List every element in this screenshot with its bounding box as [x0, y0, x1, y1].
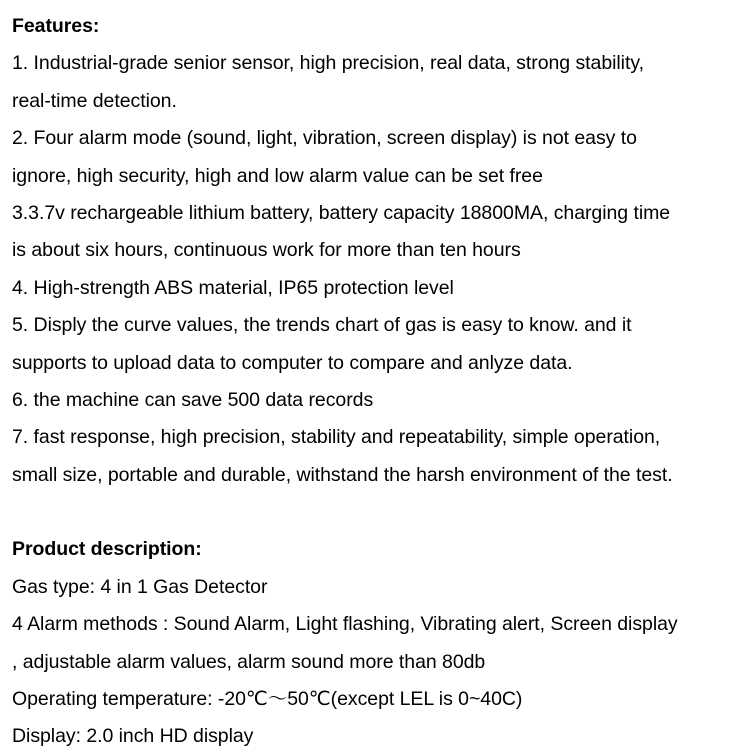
feature-line: 5. Disply the curve values, the trends chart of gas is easy to know. and it: [12, 314, 632, 337]
feature-line: 3.3.7v rechargeable lithium battery, battery capacity 18800MA, charging time: [12, 201, 671, 224]
feature-line: 6. the machine can save 500 data records: [12, 388, 374, 411]
feature-line: 4. High-strength ABS material, IP65 protection level: [12, 276, 454, 299]
description-line: 4 Alarm methods : Sound Alarm, Light flashing, Vibrating alert, Screen display: [12, 613, 678, 636]
feature-line: real-time detection.: [12, 89, 177, 112]
features-heading: Features:: [12, 15, 100, 37]
section-spacer: [12, 494, 748, 531]
feature-line: small size, portable and durable, withstand the harsh environment of the test.: [12, 463, 673, 486]
description-line: Operating temperature: -20℃～50℃(except LEL is 0~40C): [12, 688, 523, 711]
feature-line: ignore, high security, high and low alarm value can be set free: [12, 164, 543, 187]
feature-line: 2. Four alarm mode (sound, light, vibration, screen display) is not easy to: [12, 127, 637, 150]
description-line: Display: 2.0 inch HD display: [12, 725, 254, 748]
product-description-heading: Product description:: [12, 538, 202, 561]
feature-line: 1. Industrial-grade senior sensor, high precision, real data, strong stability,: [12, 52, 644, 75]
feature-line: 7. fast response, high precision, stability and repeatability, simple operation,: [12, 426, 661, 449]
feature-line: supports to upload data to computer to compare and anlyze data.: [12, 351, 573, 374]
document-body: [12, 8, 748, 756]
description-line: Gas type: 4 in 1 Gas Detector: [12, 575, 268, 598]
description-line: , adjustable alarm values, alarm sound more than 80db: [12, 650, 486, 673]
feature-line: is about six hours, continuous work for more than ten hours: [12, 239, 521, 262]
